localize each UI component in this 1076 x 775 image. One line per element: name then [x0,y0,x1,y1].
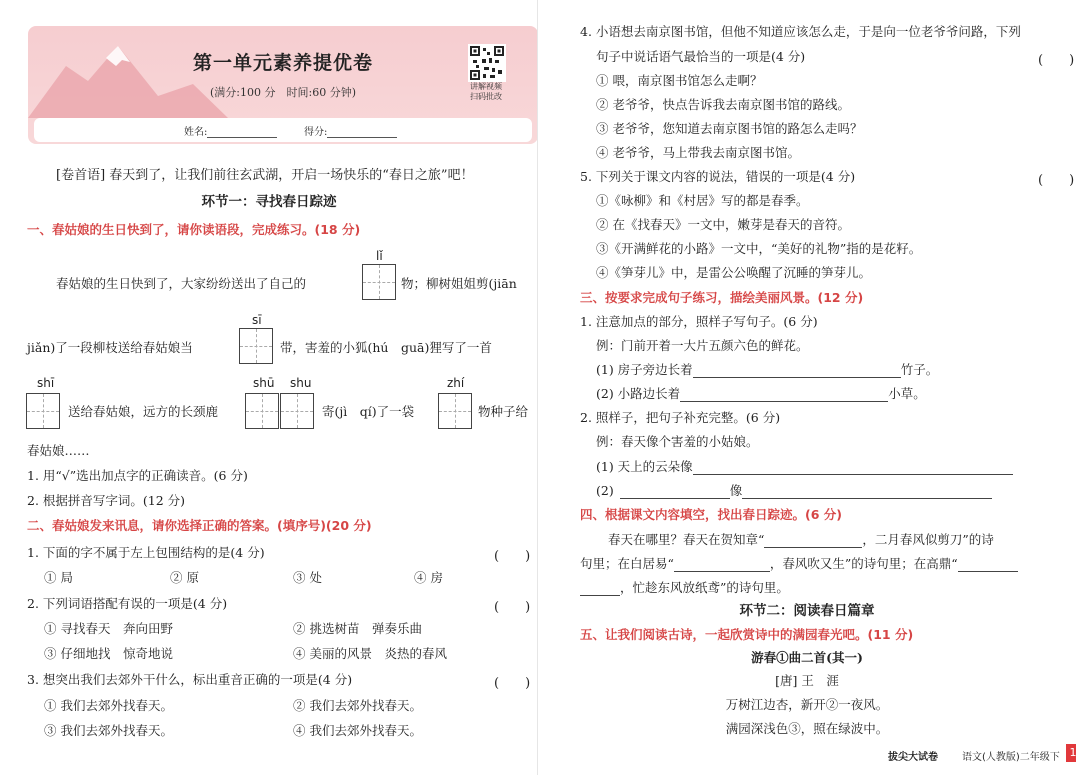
s4-line3-text: ，忙趁东风放纸鸢”的诗句里。 [620,580,789,595]
s3-q2-b [596,483,992,499]
pinyin-zhi: zhí [447,376,465,390]
s3-q1-a-end: 竹子。 [900,362,939,377]
qr-label: 讲解视频 扫码批改 [470,82,502,101]
blank-line[interactable] [680,388,888,402]
s3-q2-b-mid: 像 [729,483,743,498]
pinyin-shu2: shu [290,376,312,390]
pinyin-si: sī [252,313,262,327]
s2-q1-option[interactable]: ③ 处 [293,570,322,585]
s2-q2-option[interactable]: ④ 美丽的风景 炎热的春风 [293,646,447,661]
part2-title: 环节二：阅读春日篇章 [739,603,875,619]
s4-line1 [608,532,994,548]
s3-q2-a-label: (1) 天上的云朵像 [596,459,693,474]
part1-title: 环节一：寻找春日踪迹 [201,194,337,210]
poem-title: 游春①曲二首(其一) [751,650,863,665]
char-grid-shu[interactable] [245,393,279,429]
pinyin-shi: shī [37,376,55,390]
char-grid-shi[interactable] [26,393,60,429]
s2-q5-option[interactable]: ③《开满鲜花的小路》一文中，“美好的礼物”指的是花籽。 [596,241,922,256]
section1-title: 一、春姑娘的生日快到了，请你读语段，完成练习。(18 分) [27,222,361,237]
section5-title: 五、让我们阅读古诗，一起欣赏诗中的满园春光吧。(11 分) [580,627,914,642]
poem-line-2: 满园深浅色③，照在绿波中。 [725,721,889,736]
s3-q1-b [596,386,926,402]
blank-line[interactable] [693,364,901,378]
answer-paren-2[interactable]: ( ) [494,600,531,615]
s2-q5-option[interactable]: ④《笋芽儿》中，是雷公公唤醒了沉睡的笋芽儿。 [596,265,872,280]
s2-question-5: 5. 下列关于课文内容的说法，错误的一项是(4 分) [580,169,856,184]
answer-paren-3[interactable]: ( ) [494,676,531,691]
s1-question-2: 2. 根据拼音写字词。(12 分) [27,493,186,508]
s4-line2-b: ，春风吹又生”的诗句里；在高鼎“ [769,556,958,571]
passage-line4: 春姑娘…… [27,443,90,458]
passage-line1-b: 物；柳树姐姐剪(jiān [401,276,517,291]
s2-q3-option[interactable]: ① 我们去郊外找春天。 [44,698,173,713]
s4-line1-b: ，二月春风似剪刀”的诗 [862,532,994,547]
s2-q2-option[interactable]: ③ 仔细地找 惊奇地说 [44,646,173,661]
name-label: 姓名: [184,127,208,138]
s2-q5-option[interactable]: ② 在《找春天》一文中，嫩芽是春天的音符。 [596,217,850,232]
s2-question-1: 1. 下面的字不属于左上包围结构的是(4 分) [27,545,265,560]
s2-q2-option[interactable]: ② 挑选树苗 弹奏乐曲 [293,621,422,636]
blank-line[interactable] [958,558,1018,572]
exam-info: (满分:100 分 时间:60 分钟) [210,86,356,99]
s2-q4-option[interactable]: ④ 老爷爷，马上带我去南京图书馆。 [596,145,800,160]
name-score-strip [34,118,532,142]
footer-brand: 拔尖大试卷 [888,752,938,763]
s2-question-3: 3. 想突出我们去郊外干什么，标出重音正确的一项是(4 分) [27,672,353,687]
s2-question-4b: 句子中说话语气最恰当的一项是(4 分) [596,49,806,64]
page-number: 1 [1066,744,1076,762]
intro-text: [卷首语] 春天到了，让我们前往玄武湖，开启一场快乐的“春日之旅”吧！ [56,168,474,183]
s3-question-1: 1. 注意加点的部分，照样子写句子。(6 分) [580,314,818,329]
s2-question-2: 2. 下列词语搭配有误的一项是(4 分) [27,596,228,611]
pinyin-shu: shū [253,376,275,390]
s3-question-2: 2. 照样子，把句子补充完整。(6 分) [580,410,781,425]
pinyin-li: lǐ [376,249,383,263]
s3-q2-b-label: (2) [596,483,614,498]
answer-paren-5[interactable]: ( ) [1038,173,1075,188]
char-grid-zhi[interactable] [438,393,472,429]
s2-q4-option[interactable]: ③ 老爷爷，您知道去南京图书馆的路怎么走吗？ [596,121,863,136]
passage-line3-b: 寄(jì qí)了一袋 [322,404,415,419]
s2-q1-option[interactable]: ② 原 [170,570,199,585]
s3-q1-b-end: 小草。 [888,386,926,401]
qr-code-icon [468,44,506,82]
section2-title: 二、春姑娘发来讯息，请你选择正确的答案。(填序号)(20 分) [27,518,372,533]
name-field[interactable] [184,123,277,138]
score-label: 得分: [304,127,328,138]
s2-q3-option[interactable]: ③ 我们去郊外找春天。 [44,723,173,738]
s3-q1-a [596,362,938,378]
header-banner [28,26,538,144]
page-title: 第一单元素养提优卷 [192,52,373,74]
section3-title: 三、按要求完成句子练习，描绘美丽风景。(12 分) [580,290,864,305]
s2-q5-option[interactable]: ①《咏柳》和《村居》写的都是春季。 [596,193,809,208]
passage-line3-a: 送给春姑娘，远方的长颈鹿 [68,404,219,419]
section4-title: 四、根据课文内容填空，找出春日踪迹。(6 分) [580,507,842,522]
passage-line1-a: 春姑娘的生日快到了，大家纷纷送出了自己的 [56,276,307,291]
score-field[interactable] [304,123,397,138]
poem-author: [唐] 王 涯 [775,673,839,688]
blank-line[interactable] [620,485,730,499]
s4-line3 [580,580,789,596]
blank-line[interactable] [674,558,770,572]
s2-q4-option[interactable]: ② 老爷爷，快点告诉我去南京图书馆的路线。 [596,97,850,112]
s3-q1-a-label: (1) 房子旁边长着 [596,362,693,377]
footer-book: 语文(人教版)二年级下 [962,752,1060,763]
passage-line2-b: 带，害羞的小狐(hú guā)狸写了一首 [280,340,492,355]
s4-line2 [580,556,1018,572]
blank-line[interactable] [742,485,992,499]
s1-question-1: 1. 用“√”选出加点字的正确读音。(6 分) [27,468,248,483]
s2-q3-option[interactable]: ④ 我们去郊外找春天。 [293,723,422,738]
right-page [538,0,1076,775]
s3-q1-b-label: (2) 小路边长着 [596,386,681,401]
s4-line2-a: 句里；在白居易“ [580,556,674,571]
poem-line-1: 万树江边杏，新开②一夜风。 [725,697,889,712]
char-grid-si[interactable] [239,328,273,364]
answer-paren-4[interactable]: ( ) [1038,53,1075,68]
s3-q2-example: 例：春天像个害羞的小姑娘。 [596,434,759,449]
blank-line[interactable] [764,534,862,548]
blank-line[interactable] [693,461,1013,475]
passage-line3-c: 物种子给 [478,404,529,419]
answer-paren-1[interactable]: ( ) [494,549,531,564]
s2-q1-option[interactable]: ④ 房 [414,570,443,585]
s2-q1-option[interactable]: ① 局 [44,570,73,585]
passage-line2-a: jiǎn)了一段柳枝送给春姑娘当 [27,340,193,355]
char-grid-li[interactable] [362,264,396,300]
s3-q1-example: 例：门前开着一大片五颜六色的鲜花。 [596,338,809,353]
s2-question-4: 4. 小语想去南京图书馆，但他不知道应该怎么走，于是向一位老爷爷问路，下列 [580,24,1021,39]
s2-q3-option[interactable]: ② 我们去郊外找春天。 [293,698,422,713]
blank-line[interactable] [580,582,620,596]
s2-q2-option[interactable]: ① 寻找春天 奔向田野 [44,621,173,636]
s2-q4-option[interactable]: ① 喂，南京图书馆怎么走啊？ [596,73,763,88]
s4-line1-a: 春天在哪里？春天在贺知章“ [608,532,765,547]
char-grid-shu2[interactable] [280,393,314,429]
s3-q2-a [596,459,1013,475]
